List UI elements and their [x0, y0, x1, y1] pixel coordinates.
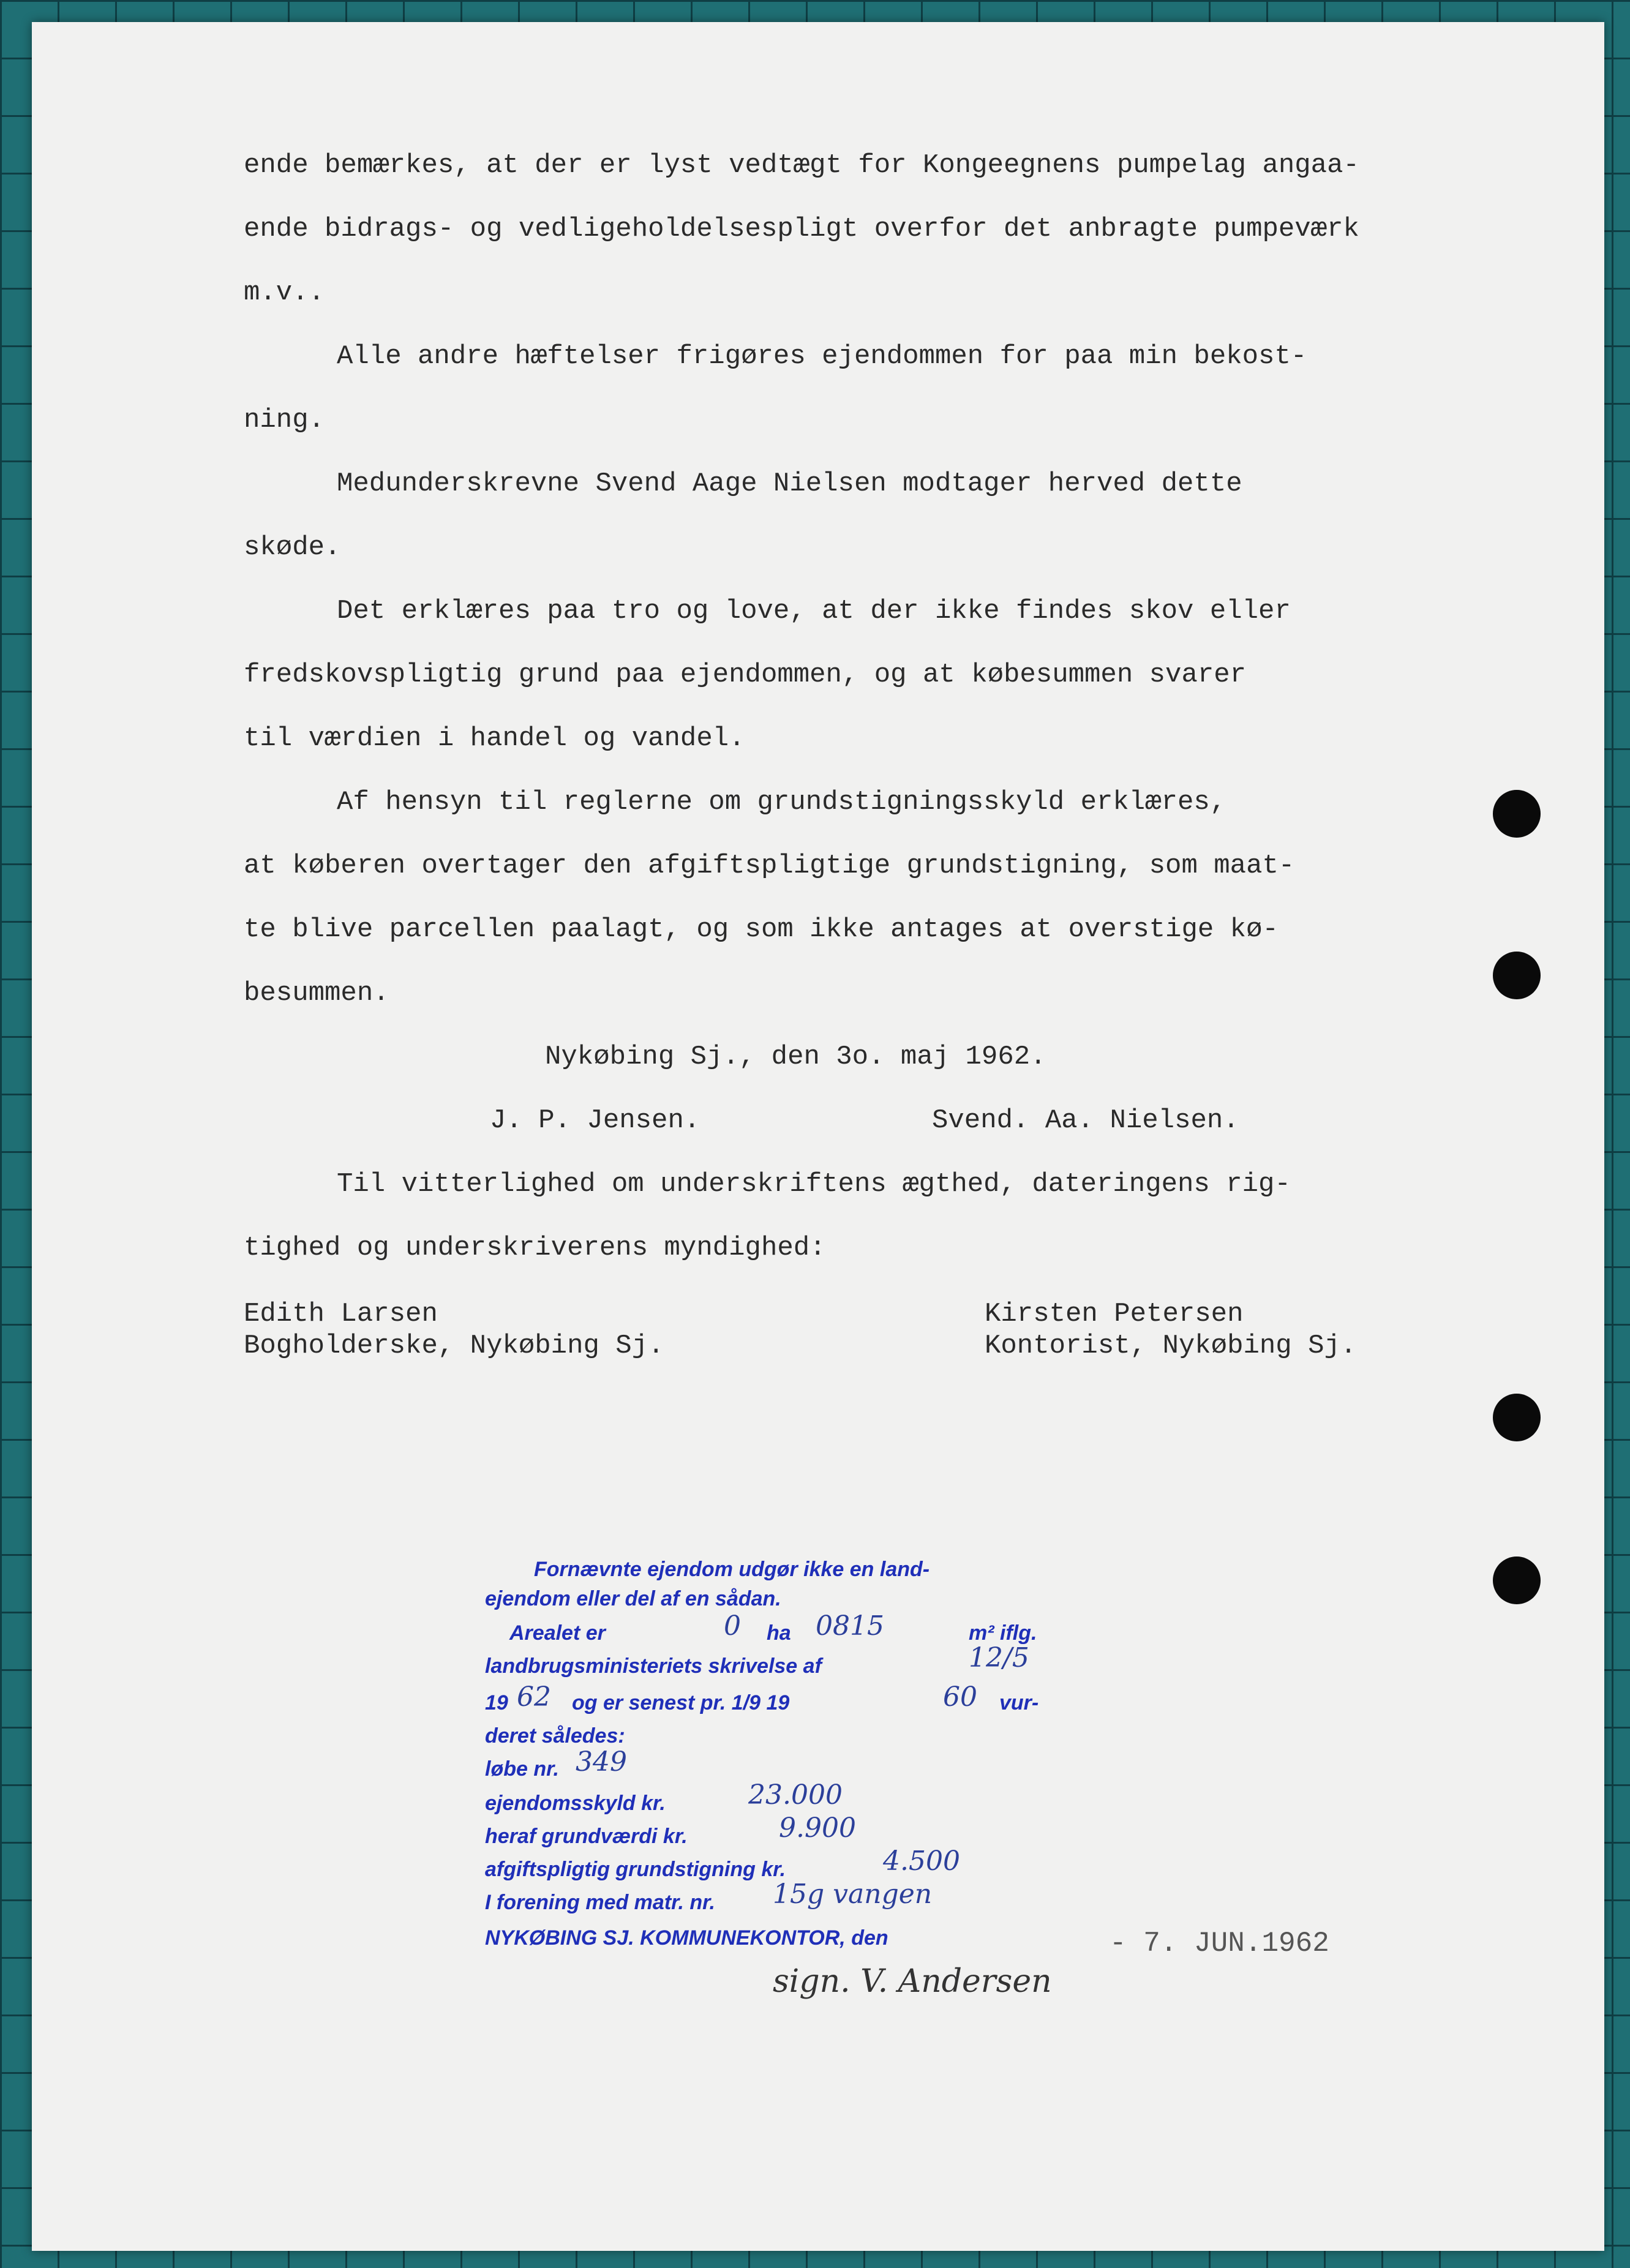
stamp-label: ejendomsskyld kr.: [485, 1792, 666, 1815]
stamp-label: 19: [485, 1691, 508, 1714]
handwritten-value: 15g vangen: [773, 1879, 933, 1910]
text-line: at køberen overtager den afgiftspligtige grundstigning, som maat-: [244, 850, 1295, 881]
stamp-label: og er senest pr. 1/9 19: [572, 1691, 790, 1714]
witness-name: Kirsten Petersen: [985, 1299, 1244, 1329]
document-page: [32, 22, 1604, 2251]
handwritten-value: 12/5: [969, 1642, 1029, 1673]
stamp-label: løbe nr.: [485, 1757, 559, 1781]
witness-statement: tighed og underskriverens myndighed:: [244, 1233, 826, 1263]
text-line: ende bemærkes, at der er lyst vedtægt for Kongeegnens pumpelag angaa-: [244, 150, 1359, 181]
text-line: ende bidrags- og vedligeholdelsespligt overfor det anbragte pumpeværk: [244, 214, 1359, 244]
text-line: fredskovspligtig grund paa ejendommen, og at købesummen svarer: [244, 659, 1247, 690]
signatory-seller: J. P. Jensen.: [490, 1105, 700, 1136]
witness-title: Kontorist, Nykøbing Sj.: [985, 1331, 1357, 1361]
handwritten-value: 0: [724, 1610, 741, 1642]
stamp-label: vur-: [999, 1691, 1039, 1714]
text-line: ning.: [244, 405, 325, 435]
stamp-label: I forening med matr. nr.: [485, 1891, 715, 1914]
stamp-label: m² iflg.: [969, 1621, 1037, 1645]
handwritten-value: 4.500: [883, 1846, 960, 1877]
punch-hole: [1493, 1394, 1541, 1441]
handwritten-value: 9.900: [779, 1812, 856, 1844]
stamp-label: heraf grundværdi kr.: [485, 1825, 688, 1848]
witness-statement: Til vitterlighed om underskriftens ægthed, dateringens rig-: [337, 1169, 1291, 1200]
stamp-label: deret således:: [485, 1724, 625, 1748]
punch-hole: [1493, 790, 1541, 838]
stamp-label: ha: [767, 1621, 791, 1645]
signature: sign. V. Andersen: [773, 1963, 1052, 2000]
stamp-label: Arealet er: [509, 1621, 606, 1645]
witness-title: Bogholderske, Nykøbing Sj.: [244, 1331, 664, 1361]
municipal-stamp: [485, 1547, 1122, 1994]
text-line: Af hensyn til reglerne om grundstigningsskyld erklæres,: [337, 787, 1226, 817]
text-line: Det erklæres paa tro og love, at der ikke findes skov eller: [337, 596, 1291, 626]
signatory-buyer: Svend. Aa. Nielsen.: [932, 1105, 1239, 1136]
stamp-line: ejendom eller del af en sådan.: [485, 1587, 781, 1610]
witness-name: Edith Larsen: [244, 1299, 438, 1329]
text-line: te blive parcellen paalagt, og som ikke antages at overstige kø-: [244, 914, 1279, 945]
stamp-office: NYKØBING SJ. KOMMUNEKONTOR, den: [485, 1926, 888, 1950]
handwritten-value: 0815: [816, 1610, 884, 1642]
text-line: besummen.: [244, 978, 389, 1008]
text-line: Alle andre hæftelser frigøres ejendommen for paa min bekost-: [337, 341, 1307, 372]
handwritten-value: 349: [576, 1746, 627, 1778]
punch-hole: [1493, 952, 1541, 999]
text-line: skøde.: [244, 532, 341, 563]
handwritten-value: 62: [517, 1681, 551, 1713]
text-line: Medunderskrevne Svend Aage Nielsen modtager herved dette: [337, 468, 1242, 499]
punch-hole: [1493, 1556, 1541, 1604]
date-stamp: - 7. JUN.1962: [1110, 1928, 1329, 1959]
text-line: m.v..: [244, 277, 325, 308]
handwritten-value: 23.000: [748, 1779, 843, 1811]
stamp-label: landbrugsministeriets skrivelse af: [485, 1654, 822, 1678]
place-date: Nykøbing Sj., den 3o. maj 1962.: [545, 1042, 1046, 1072]
stamp-label: afgiftspligtig grundstigning kr.: [485, 1858, 786, 1881]
stamp-line: Fornævnte ejendom udgør ikke en land-: [534, 1558, 930, 1581]
handwritten-value: 60: [943, 1681, 977, 1713]
text-line: til værdien i handel og vandel.: [244, 723, 745, 754]
